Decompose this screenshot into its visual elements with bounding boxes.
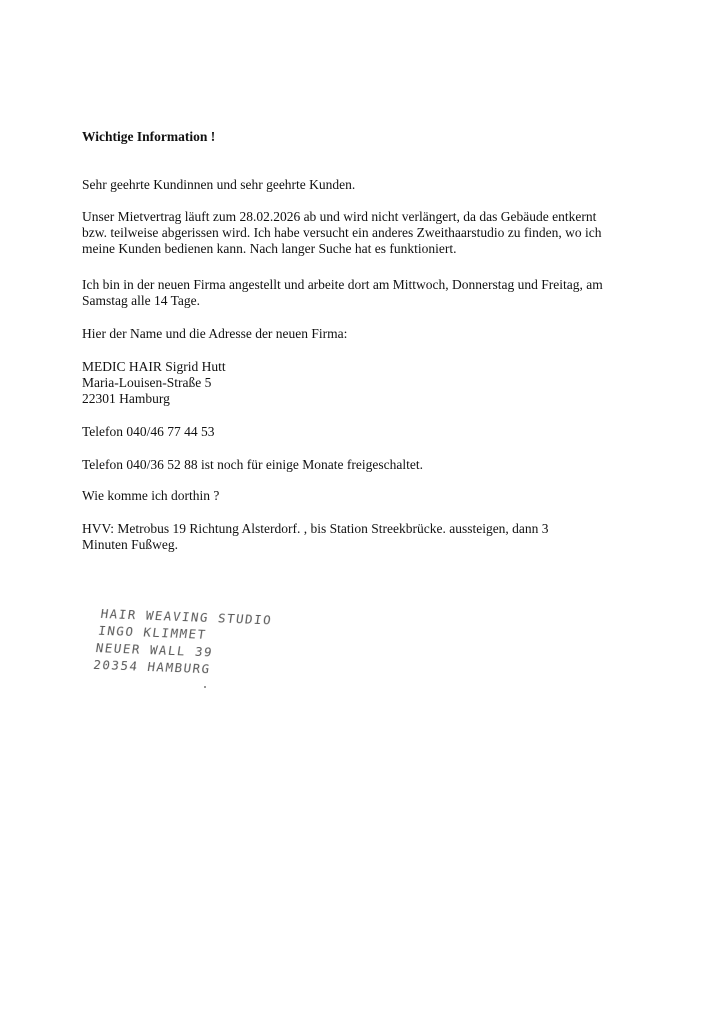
phone-old: Telefon 040/36 52 88 ist noch für einige Monate freigeschaltet. bbox=[82, 457, 423, 472]
phone-new: Telefon 040/46 77 44 53 bbox=[82, 424, 215, 439]
lease-line: meine Kunden bedienen kann. Nach langer Suche hat es funktioniert. bbox=[82, 241, 457, 256]
stamp-line: 20354 HAMBURG bbox=[92, 656, 212, 677]
directions-line: Minuten Fußweg. bbox=[82, 537, 178, 552]
letter-heading: Wichtige Information ! bbox=[82, 129, 216, 144]
company-name: MEDIC HAIR Sigrid Hutt bbox=[82, 359, 226, 374]
employment-line: Ich bin in der neuen Firma angestellt und arbeite dort am Mittwoch, Donnerstag und Freitag, am bbox=[82, 277, 603, 292]
lease-line: bzw. teilweise abgerissen wird. Ich habe versucht ein anderes Zweithaarstudio zu finden, wo ich bbox=[82, 225, 602, 240]
greeting: Sehr geehrte Kundinnen und sehr geehrte Kunden. bbox=[82, 177, 356, 192]
address-stamp bbox=[92, 605, 273, 679]
stamp-line: NEUER WALL 39 bbox=[94, 639, 215, 660]
directions-paragraph bbox=[82, 521, 642, 553]
company-street: Maria-Louisen-Straße 5 bbox=[82, 375, 212, 390]
employment-line: Samstag alle 14 Tage. bbox=[82, 293, 201, 308]
lease-paragraph bbox=[82, 209, 642, 257]
lease-line: Unser Mietvertrag läuft zum 28.02.2026 ab und wird nicht verlängert, da das Gebäude entkernt bbox=[82, 209, 597, 224]
new-company-address bbox=[82, 359, 642, 407]
scan-speck bbox=[204, 686, 206, 688]
stamp-line: INGO KLIMMET bbox=[97, 622, 208, 643]
employment-paragraph bbox=[82, 277, 642, 309]
directions-line: HVV: Metrobus 19 Richtung Alsterdorf. , bis Station Streekbrücke. aussteigen, dann 3 bbox=[82, 521, 549, 536]
company-city: 22301 Hamburg bbox=[82, 391, 170, 406]
stamp-line: HAIR WEAVING STUDIO bbox=[99, 605, 274, 628]
address-intro: Hier der Name und die Adresse der neuen Firma: bbox=[82, 326, 348, 341]
directions-question: Wie komme ich dorthin ? bbox=[82, 488, 220, 503]
